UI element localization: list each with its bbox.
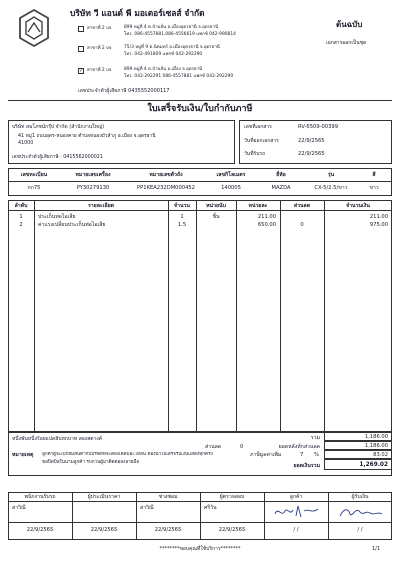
table-row-1-price: 211.00	[257, 214, 276, 220]
table-row-1-no: 1	[19, 214, 23, 220]
vehicle-engine-no: PY30279130	[76, 185, 110, 191]
branch-phone-1: โทร. 086-4557881,086-4556619 แฟกซ์ 042-990814	[124, 32, 236, 37]
table-row-2-desc: ค่าแรงเปลี่ยนประเก็นท่อไอเสีย	[38, 222, 106, 228]
customer-signature	[272, 502, 322, 525]
items-header-divider	[8, 210, 392, 211]
vehicle-brand: MAZDA	[271, 185, 291, 191]
table-row-1-desc: ประเก็นท่อไอเสีย	[38, 214, 76, 220]
receive-date-label: วันที่รับรถ	[244, 151, 266, 157]
branch-label-3: สาขาที่ 2 บจ	[87, 68, 112, 73]
items-table	[8, 200, 392, 432]
vat-value: 83.02	[373, 452, 388, 458]
issue-date-value: 22/9/2565	[298, 138, 325, 144]
note-label: หมายเหตุ	[12, 452, 34, 458]
vat-rate: 7	[300, 452, 304, 458]
receive-date-value: 22/9/2565	[298, 151, 325, 157]
items-header-unit: หน่วยนับ	[206, 203, 226, 209]
branch-checkbox-3: ✓	[79, 68, 84, 74]
discount-value: 0	[240, 444, 244, 450]
branch-address-2: 75/3 หมู่ที่ 9 ต.นิคมทร์ อ.เมืองอุดรธานี จ.อุดรธานี	[124, 45, 220, 50]
net-label: ยอดเงินรวม	[293, 463, 320, 469]
table-row-2-no: 2	[19, 222, 23, 228]
copy-label: ต้นฉบับ	[336, 20, 363, 29]
doc-no-value: RV-6509-00399	[298, 124, 339, 130]
note-line-2: ขอปิดบิลในนามลูกค้า รบกวนผู้มาติดต่อลงลายมือ	[42, 460, 140, 465]
vehicle-header-divider	[8, 181, 392, 182]
table-row-1-unit: ชิ้น	[212, 214, 220, 220]
vehicle-model: CX-5/2.5/ขาว	[314, 185, 348, 191]
items-header-price: หน่วยละ	[248, 203, 268, 209]
discount-label: ส่วนลด	[205, 444, 222, 450]
vat-percent-sign: %	[314, 452, 319, 458]
customer-address-1: 41 หมู่1 ถนนอุดร-หนองคาย ตำบลหนองบัวลำภู อ.เมือง จ.อุดรธานี	[18, 134, 156, 139]
sig-date-estimator: 22/9/2565	[90, 527, 118, 533]
table-row-2-price: 650.00	[257, 222, 276, 228]
table-row-2-discount: 0	[300, 222, 304, 228]
items-col-divider-2	[168, 200, 169, 432]
table-row-2-qty: 1.5	[177, 222, 187, 228]
vehicle-header-color: สี	[372, 172, 376, 178]
sig-name-receiver: สาวิณี	[12, 505, 26, 511]
branch-checkbox-1	[78, 26, 84, 32]
document-title: ใบเสร็จรับเงิน/ใบกำกับภาษี	[147, 104, 253, 114]
note-line-1: ลูกค้าผู้จะเบิกยืมสินค้ากับบริษัทที่จะต้องเคลมอะไหล่นี้ ต้องนำใบเสร็จรับเงินแสดงทุกครั้ง	[42, 452, 213, 457]
branch-phone-3: โทร. 042-292291 086-4557881 แฟกซ์ 042-292290	[124, 74, 234, 79]
sig-date-mechanic: 22/9/2565	[154, 527, 182, 533]
sig-date-cashier: / /	[357, 527, 363, 533]
vehicle-header-plate: เลขทะเบียน	[20, 172, 48, 178]
page-number: 1/1	[372, 546, 381, 552]
sum-value: 1,186.00	[364, 434, 388, 440]
branch-address-1: 899 หมู่ที่ 4 ต.บ้านจั่น อ.เมืองอุดรธานี จ.อุดรธานี	[124, 25, 219, 30]
sig-date-customer: / /	[293, 527, 299, 533]
items-header-qty: จำนวน	[174, 203, 190, 209]
company-name: บริษัท วี แอนด์ พี มอเตอร์เซลส์ จำกัด	[70, 8, 205, 18]
table-row-2-amount: 975.00	[369, 222, 388, 228]
sig-date-receiver: 22/9/2565	[26, 527, 54, 533]
sig-date-inspector: 22/9/2565	[218, 527, 246, 533]
branch-checkbox-2	[78, 46, 84, 52]
items-col-divider-4	[236, 200, 237, 432]
customer-name: บริษัท สมโภชน์กรุ๊ป จำกัด (สำนักงานใหญ่)	[12, 124, 105, 130]
vehicle-header-km: เลขกิโลเมตร	[216, 172, 246, 178]
items-header-no: ลำดับ	[14, 203, 28, 209]
branch-address-3: 899 หมู่ที่ 4 ต.บ้านจั่น อ.เมือง จ.อุดรธานี	[124, 67, 203, 72]
vehicle-plate: กก75	[27, 185, 41, 191]
items-header-discount: ส่วนลด	[293, 203, 311, 209]
vehicle-km: 140005	[221, 185, 241, 191]
vehicle-color: ขาว	[369, 185, 379, 191]
cashier-signature	[336, 502, 386, 525]
vehicle-header-engine: หมายเลขเครื่อง	[75, 172, 111, 178]
amount-in-words: หนึ่งพันหนึ่งร้อยแปดสิบหกบาท สองสตางค์	[12, 436, 103, 442]
vehicle-header-chassis: หมายเลขตัวถัง	[149, 172, 183, 178]
sig-header-customer: ลูกค้า	[289, 494, 303, 500]
header-divider	[8, 100, 392, 101]
sig-header-mechanic: ช่างซ่อม	[158, 494, 178, 500]
branch-phone-2: โทร. 042-491809 แฟกซ์ 042-292290	[124, 52, 203, 57]
sig-name-mechanic: สาวิณี	[140, 505, 154, 511]
sig-header-cashier: ผู้รับเงิน	[351, 494, 369, 500]
sig-header-receiver: พนักงานรับรถ	[24, 494, 56, 500]
after-discount-value: 1,186.00	[364, 443, 388, 449]
sig-header-inspector: ผู้ตรวจสอบ	[219, 494, 245, 500]
items-col-divider-6	[324, 200, 325, 432]
net-value: 1,269.02	[359, 462, 388, 468]
table-row-1-qty: 1	[180, 214, 184, 220]
company-logo	[18, 8, 50, 48]
sig-name-inspector: ศรีวัน	[204, 505, 217, 511]
sum-label: รวม	[310, 435, 320, 441]
sig-header-estimator: ผู้ประเมินราคา	[87, 494, 121, 500]
vehicle-header-brand: ยี่ห้อ	[276, 172, 286, 178]
items-header-desc: รายละเอียด	[87, 203, 114, 209]
issue-date-label: วันที่ออกเอกสาร	[244, 138, 279, 144]
customer-tax-id: เลขประจำตัวผู้เสียภาษี : 0415562000021	[12, 155, 103, 160]
branch-label-1: สาขาที่ 2 บจ	[87, 26, 112, 31]
items-col-divider-5	[280, 200, 281, 432]
table-row-1-amount: 211.00	[369, 214, 388, 220]
footer-thanks: ********ขอบคุณที่ใช้บริการ********	[159, 546, 241, 552]
customer-address-2: 41000	[18, 141, 34, 146]
company-tax-id: เลขประจำตัวผู้เสียภาษี 0435552000117	[78, 88, 170, 94]
copy-sub-label: เอกสารออกเป็นชุด	[326, 40, 367, 46]
after-discount-label: ยอดหลังหักส่วนลด	[278, 444, 320, 450]
branch-label-2: สาขาที่ 2 บจ	[87, 46, 112, 51]
vat-label: ภาษีมูลค่าเพิ่ม	[250, 452, 282, 458]
vehicle-header-model: รุ่น	[327, 172, 335, 178]
doc-no-label: เลขที่เอกสาร	[244, 124, 272, 130]
items-col-divider-1	[34, 200, 35, 432]
items-col-divider-3	[196, 200, 197, 432]
vehicle-chassis-no: PP1KEA232DM000452	[137, 185, 195, 191]
items-header-amount: จำนวนเงิน	[346, 203, 370, 209]
